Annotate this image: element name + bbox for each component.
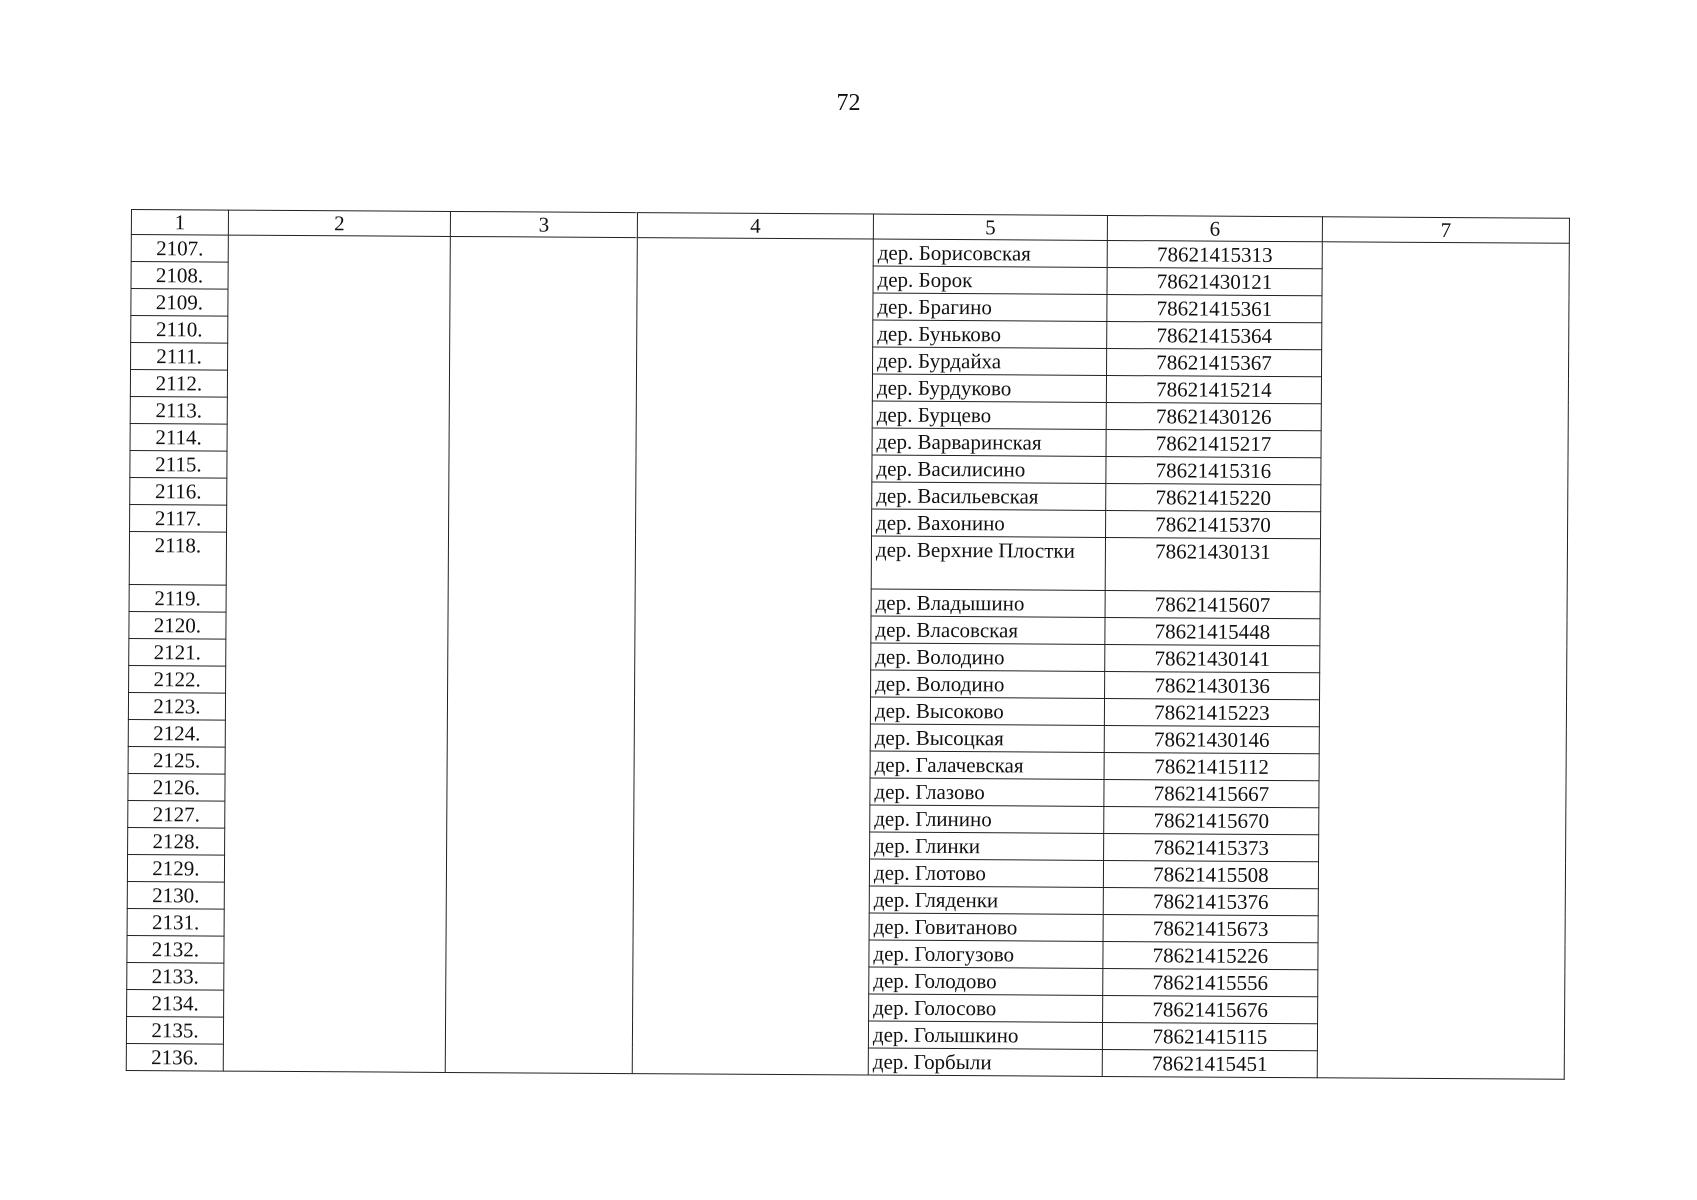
row-number: 2112. — [130, 370, 227, 398]
row-number: 2124. — [128, 719, 225, 747]
settlement-code: 78621415676 — [1103, 995, 1318, 1023]
column-header: 6 — [1107, 215, 1322, 241]
column-header: 3 — [450, 211, 637, 237]
settlement-name: дер. Володино — [871, 643, 1105, 671]
settlement-code: 78621415607 — [1105, 590, 1320, 618]
settlements-table — [126, 209, 1570, 1080]
page-number: 72 — [836, 90, 861, 116]
row-number: 2111. — [131, 343, 228, 371]
row-number: 2107. — [131, 235, 228, 263]
settlement-name: дер. Борисовская — [873, 239, 1107, 267]
settlement-name: дер. Верхние Плостки — [871, 536, 1105, 590]
column-header: 4 — [637, 213, 873, 239]
column-header: 7 — [1322, 217, 1569, 244]
settlement-code: 78621415667 — [1104, 779, 1319, 807]
settlement-code: 78621415370 — [1106, 510, 1321, 538]
settlement-name: дер. Васильевская — [872, 482, 1106, 510]
row-number: 2119. — [129, 584, 226, 612]
row-number: 2127. — [128, 800, 225, 828]
settlement-name: дер. Голышкино — [868, 1021, 1102, 1049]
row-number: 2132. — [127, 935, 224, 963]
column-7-empty — [1317, 242, 1569, 1079]
row-number: 2120. — [129, 611, 226, 639]
settlement-code: 78621430131 — [1105, 537, 1320, 591]
settlement-name: дер. Буньково — [873, 320, 1107, 348]
settlement-code: 78621415112 — [1104, 752, 1319, 780]
settlement-code: 78621415226 — [1103, 941, 1318, 969]
row-number: 2122. — [129, 665, 226, 693]
settlement-name: дер. Высоцкая — [870, 724, 1104, 752]
settlement-code: 78621415451 — [1102, 1049, 1317, 1077]
settlement-code: 78621415313 — [1107, 240, 1322, 268]
settlement-name: дер. Бурдайха — [873, 347, 1107, 375]
settlement-code: 78621415508 — [1103, 860, 1318, 888]
settlement-name: дер. Брагино — [873, 293, 1107, 321]
row-number: 2113. — [130, 396, 227, 424]
row-number: 2109. — [131, 289, 228, 317]
row-number: 2121. — [129, 638, 226, 666]
settlement-name: дер. Гологузово — [869, 940, 1103, 968]
settlement-code: 78621415556 — [1103, 968, 1318, 996]
settlement-code: 78621415670 — [1104, 806, 1319, 834]
settlement-name: дер. Бурцево — [872, 401, 1106, 429]
settlement-code: 78621415376 — [1103, 887, 1318, 915]
row-number: 2115. — [130, 450, 227, 478]
column-header: 1 — [131, 210, 228, 236]
column-4-empty — [632, 238, 873, 1075]
settlement-code: 78621415316 — [1106, 456, 1321, 484]
settlement-name: дер. Василисино — [872, 455, 1106, 483]
settlement-name: дер. Вахонино — [872, 509, 1106, 537]
settlement-code: 78621430121 — [1107, 267, 1322, 295]
column-2-empty — [223, 235, 450, 1072]
settlement-name: дер. Глазово — [870, 778, 1104, 806]
settlement-code: 78621415367 — [1107, 348, 1322, 376]
table-body — [126, 235, 1569, 1080]
settlement-name: дер. Гляденки — [869, 886, 1103, 914]
settlement-name: дер. Глотово — [869, 859, 1103, 887]
settlement-code: 78621430141 — [1105, 644, 1320, 672]
row-number: 2128. — [128, 827, 225, 855]
settlement-code: 78621415364 — [1107, 321, 1322, 349]
settlement-name: дер. Галачевская — [870, 751, 1104, 779]
column-header: 2 — [228, 210, 450, 236]
settlement-code: 78621430126 — [1106, 402, 1321, 430]
row-number: 2110. — [131, 316, 228, 344]
column-3-empty — [445, 236, 637, 1073]
settlement-code: 78621415220 — [1106, 483, 1321, 511]
row-number: 2126. — [128, 773, 225, 801]
settlement-code: 78621430136 — [1105, 671, 1320, 699]
settlement-name: дер. Глинино — [870, 805, 1104, 833]
settlement-code: 78621415223 — [1104, 698, 1319, 726]
row-number: 2129. — [127, 854, 224, 882]
settlement-code: 78621415217 — [1106, 429, 1321, 457]
settlement-name: дер. Владышино — [871, 589, 1105, 617]
settlement-name: дер. Говитаново — [869, 913, 1103, 941]
row-number: 2134. — [127, 989, 224, 1017]
row-number: 2131. — [127, 908, 224, 936]
settlement-name: дер. Высоково — [870, 697, 1104, 725]
settlement-name: дер. Голодово — [869, 967, 1103, 995]
settlement-name: дер. Володино — [871, 670, 1105, 698]
row-number: 2123. — [128, 692, 225, 720]
settlement-name: дер. Глинки — [870, 832, 1104, 860]
settlement-name: дер. Борок — [873, 266, 1107, 294]
row-number: 2117. — [130, 504, 227, 532]
settlement-name: дер. Горбыли — [868, 1048, 1102, 1076]
settlement-code: 78621415214 — [1106, 375, 1321, 403]
row-number: 2130. — [127, 881, 224, 909]
row-number: 2118. — [129, 531, 226, 585]
row-number: 2108. — [131, 262, 228, 290]
settlement-name: дер. Власовская — [871, 616, 1105, 644]
settlement-code: 78621415361 — [1107, 294, 1322, 322]
settlement-code: 78621430146 — [1104, 725, 1319, 753]
row-number: 2125. — [128, 746, 225, 774]
settlement-code: 78621415373 — [1104, 833, 1319, 861]
row-number: 2133. — [127, 962, 224, 990]
row-number: 2136. — [126, 1043, 223, 1071]
settlement-name: дер. Варваринская — [872, 428, 1106, 456]
row-number: 2135. — [126, 1016, 223, 1044]
settlement-name: дер. Бурдуково — [872, 374, 1106, 402]
row-number: 2116. — [130, 477, 227, 505]
settlement-code: 78621415115 — [1102, 1022, 1317, 1050]
settlement-code: 78621415448 — [1105, 617, 1320, 645]
settlement-name: дер. Голосово — [869, 994, 1103, 1022]
column-header: 5 — [873, 214, 1107, 240]
settlement-code: 78621415673 — [1103, 914, 1318, 942]
row-number: 2114. — [130, 423, 227, 451]
